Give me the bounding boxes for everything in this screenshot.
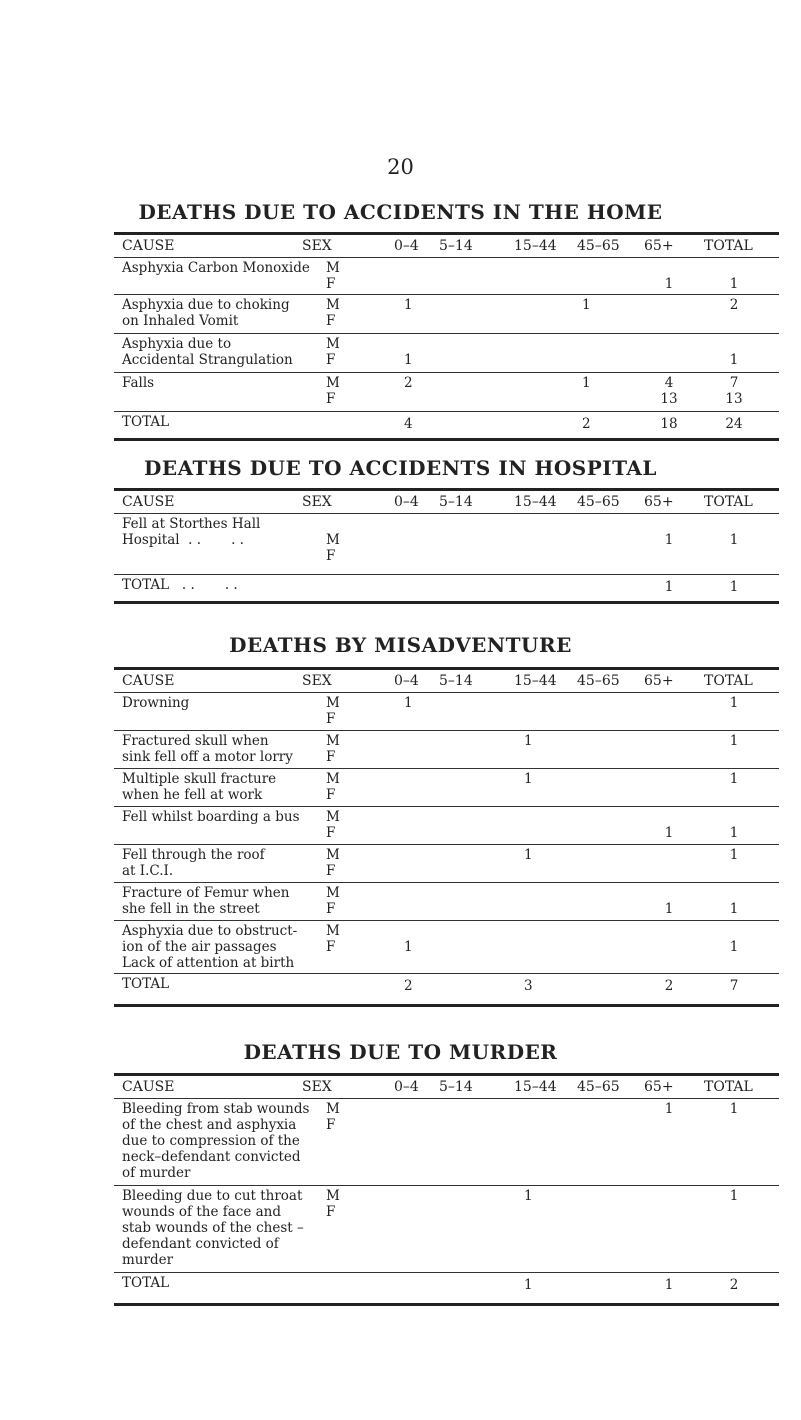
column-header: 0–4 (394, 494, 419, 510)
cause-cell: Asphyxia due to Accidental Strangulation (122, 336, 293, 368)
value-cell: 1 (664, 1101, 674, 1117)
page-number: 20 (387, 155, 414, 179)
table-row (114, 693, 779, 730)
value-cell: 1 (729, 847, 739, 863)
cause-cell: TOTAL . . . . (122, 577, 238, 593)
sex-cell: M F (326, 260, 340, 292)
sex-cell: M F (326, 847, 340, 879)
value-cell: 1 (729, 276, 739, 292)
value-cell: 1 (524, 771, 533, 787)
cause-cell: Asphyxia due to obstruct- ion of the air passages Lack of attention at birth (122, 923, 298, 971)
value-cell: 7 13 (725, 375, 743, 407)
value-cell: 1 (664, 901, 674, 917)
table-row (114, 845, 779, 882)
column-header: CAUSE (122, 238, 175, 254)
value-cell: 1 (729, 771, 739, 787)
value-cell: 2 (404, 375, 413, 391)
column-header: TOTAL (704, 1079, 753, 1095)
table-row (114, 769, 779, 806)
total-row (114, 1273, 779, 1303)
cause-cell: Fell at Storthes Hall Hospital . . . . (122, 516, 261, 548)
table-title: DEATHS DUE TO ACCIDENTS IN HOSPITAL (144, 456, 657, 480)
cause-cell: Fell whilst boarding a bus (122, 809, 300, 825)
cause-cell: Fell through the roof at I.C.I. (122, 847, 265, 879)
value-cell: 1 (729, 901, 739, 917)
table-row (114, 731, 779, 768)
column-header: CAUSE (122, 1079, 175, 1095)
column-header: SEX (302, 1079, 332, 1095)
total-row (114, 575, 779, 601)
table-row (114, 1099, 779, 1185)
sex-cell: M F (326, 1101, 340, 1133)
sex-cell: M F (326, 297, 340, 329)
data-table (114, 232, 779, 441)
table-row (114, 258, 779, 294)
value-cell: 1 (729, 1101, 739, 1117)
value-cell: 3 (524, 978, 533, 994)
value-cell: 1 (664, 579, 674, 595)
value-cell: 1 (729, 532, 739, 548)
sex-cell: M F (326, 336, 340, 368)
sex-cell: M F (326, 885, 340, 917)
data-table (114, 667, 779, 1007)
value-cell: 1 (524, 733, 533, 749)
column-header: 5–14 (439, 1079, 473, 1095)
column-header: 45–65 (577, 494, 620, 510)
column-header: CAUSE (122, 673, 175, 689)
value-cell: 1 (582, 375, 591, 391)
table-header (114, 235, 779, 257)
cause-cell: TOTAL (122, 976, 170, 992)
value-cell: 2 (664, 978, 674, 994)
sex-cell: M F (326, 375, 340, 407)
cause-cell: Fracture of Femur when she fell in the street (122, 885, 290, 917)
value-cell: 1 (404, 352, 413, 368)
table-bottom-rule (114, 1303, 779, 1306)
cause-cell: Fractured skull when sink fell off a motor lorry (122, 733, 293, 765)
table-row (114, 1186, 779, 1272)
value-cell: 1 (729, 1188, 739, 1204)
value-cell: 1 (729, 352, 739, 368)
column-header: SEX (302, 494, 332, 510)
column-header: 65+ (644, 673, 674, 689)
value-cell: 1 (664, 825, 674, 841)
value-cell: 1 (582, 297, 591, 313)
column-header: 5–14 (439, 494, 473, 510)
value-cell: 1 (664, 1277, 674, 1293)
value-cell: 4 (404, 416, 413, 432)
value-cell: 1 (524, 1188, 533, 1204)
column-header: 5–14 (439, 673, 473, 689)
value-cell: 1 (404, 939, 413, 955)
table-row (114, 883, 779, 920)
column-header: 0–4 (394, 673, 419, 689)
column-header: 65+ (644, 238, 674, 254)
table-row (114, 334, 779, 372)
value-cell: 18 (660, 416, 678, 432)
value-cell: 1 (524, 1277, 533, 1293)
column-header: 0–4 (394, 238, 419, 254)
sex-cell: M F (326, 923, 340, 955)
column-header: 15–44 (514, 238, 557, 254)
table-row (114, 295, 779, 333)
column-header: TOTAL (704, 494, 753, 510)
column-header: 15–44 (514, 673, 557, 689)
sex-cell: M F (326, 695, 340, 727)
value-cell: 1 (524, 847, 533, 863)
sex-cell: M F (326, 532, 340, 564)
table-header (114, 491, 779, 513)
value-cell: 24 (725, 416, 743, 432)
table-row (114, 807, 779, 844)
cause-cell: TOTAL (122, 1275, 170, 1291)
column-header: 15–44 (514, 494, 557, 510)
cause-cell: TOTAL (122, 414, 170, 430)
cause-cell: Bleeding from stab wounds of the chest and asphyxia due to compression of the neck–defendant convicted of murder (122, 1101, 310, 1181)
table-bottom-rule (114, 601, 779, 604)
table-header (114, 670, 779, 692)
table-title: DEATHS DUE TO ACCIDENTS IN THE HOME (138, 200, 663, 224)
column-header: SEX (302, 238, 332, 254)
cause-cell: Bleeding due to cut throat wounds of the face and stab wounds of the chest – defendant convicted of murder (122, 1188, 304, 1268)
value-cell: 7 (729, 978, 739, 994)
cause-cell: Falls (122, 375, 155, 391)
column-header: 45–65 (577, 1079, 620, 1095)
sex-cell: M F (326, 809, 340, 841)
cause-cell: Drowning (122, 695, 190, 711)
column-header: 45–65 (577, 238, 620, 254)
value-cell: 2 (404, 978, 413, 994)
column-header: 15–44 (514, 1079, 557, 1095)
cause-cell: Multiple skull fracture when he fell at work (122, 771, 277, 803)
column-header: TOTAL (704, 673, 753, 689)
table-row (114, 373, 779, 411)
column-header: TOTAL (704, 238, 753, 254)
data-table (114, 1073, 779, 1306)
column-header: 65+ (644, 494, 674, 510)
column-header: CAUSE (122, 494, 175, 510)
value-cell: 1 (664, 276, 674, 292)
value-cell: 2 (729, 1277, 739, 1293)
table-row (114, 514, 779, 574)
sex-cell: M F (326, 771, 340, 803)
value-cell: 2 (582, 416, 591, 432)
value-cell: 2 (729, 297, 739, 313)
sex-cell: M F (326, 733, 340, 765)
value-cell: 4 13 (660, 375, 678, 407)
value-cell: 1 (664, 532, 674, 548)
value-cell: 1 (729, 733, 739, 749)
table-row (114, 921, 779, 973)
total-row (114, 974, 779, 1004)
data-table (114, 488, 779, 604)
value-cell: 1 (404, 297, 413, 313)
total-row (114, 412, 779, 438)
sex-cell: M F (326, 1188, 340, 1220)
cause-cell: Asphyxia due to choking on Inhaled Vomit (122, 297, 290, 329)
table-bottom-rule (114, 1004, 779, 1007)
column-header: 65+ (644, 1079, 674, 1095)
column-header: 45–65 (577, 673, 620, 689)
column-header: 0–4 (394, 1079, 419, 1095)
column-header: SEX (302, 673, 332, 689)
cause-cell: Asphyxia Carbon Monoxide (122, 260, 310, 276)
table-title: DEATHS DUE TO MURDER (243, 1040, 558, 1064)
value-cell: 1 (729, 825, 739, 841)
table-title: DEATHS BY MISADVENTURE (229, 633, 572, 657)
table-header (114, 1076, 779, 1098)
value-cell: 1 (729, 695, 739, 711)
value-cell: 1 (729, 939, 739, 955)
column-header: 5–14 (439, 238, 473, 254)
value-cell: 1 (729, 579, 739, 595)
value-cell: 1 (404, 695, 413, 711)
table-bottom-rule (114, 438, 779, 441)
